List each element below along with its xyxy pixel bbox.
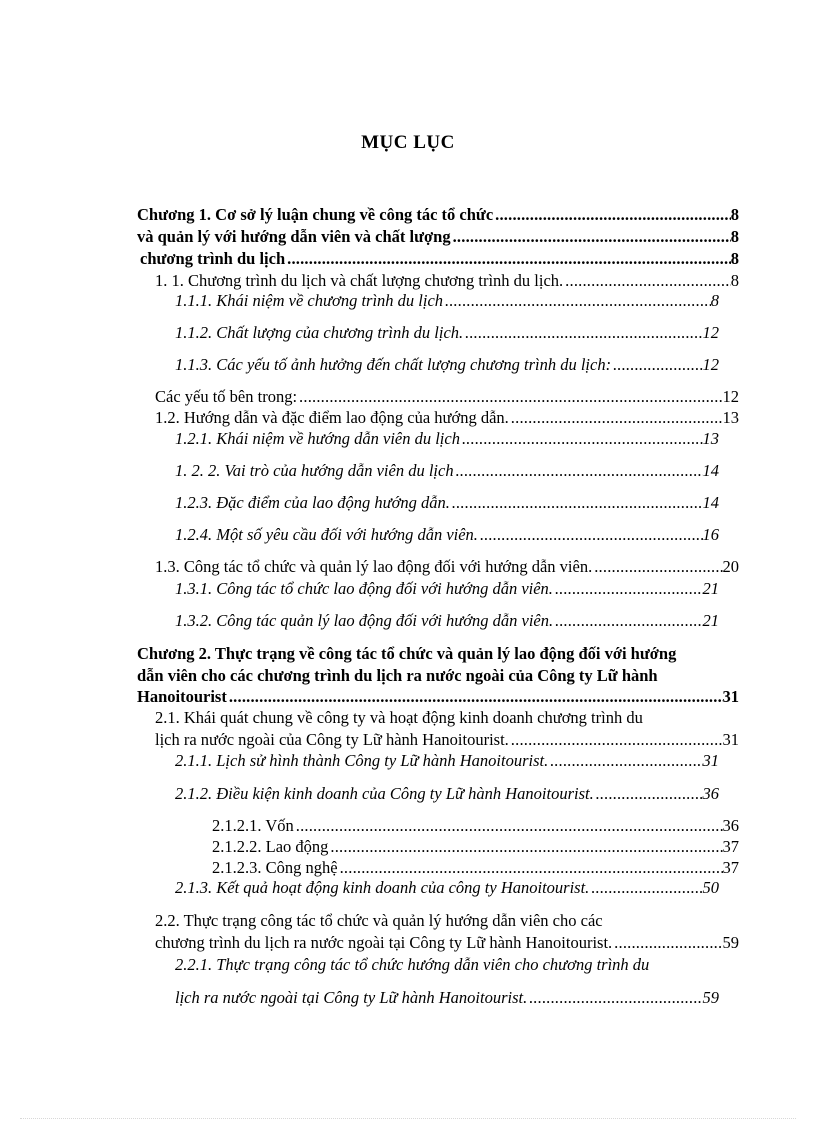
toc-entry-page: 31 [702, 751, 719, 770]
toc-entry[interactable] [155, 932, 739, 954]
toc-leader [553, 578, 703, 600]
toc-entry-text: 1. 2. 2. Vai trò của hướng dẫn viên du lịch [175, 461, 454, 480]
toc-entry-text: 1.1.1. Khái niệm về chương trình du lịch [175, 291, 444, 310]
toc-entry-text: 1.3.2. Công tác quản lý lao động đối với hướng dẫn viên. [175, 611, 554, 630]
toc-entry-page: 13 [722, 408, 739, 427]
toc-entry-text: 2.1.1. Lịch sử hình thành Công ty Lữ hành Hanoitourist. [175, 751, 549, 770]
toc-leader [297, 386, 722, 408]
toc-entry-text: lịch ra nước ngoài của Công ty Lữ hành Hanoitourist. [155, 730, 509, 749]
toc-entry[interactable] [137, 686, 739, 708]
toc-leader [454, 460, 703, 482]
toc-leader [450, 492, 703, 514]
toc-leader [592, 556, 722, 578]
toc-entry-text[interactable]: Chương 2. Thực trạng về công tác tổ chức và quản lý lao động đối với hướng [137, 644, 677, 663]
toc-entry-text: Chương 1. Cơ sở lý luận chung về công tác tổ chức [137, 205, 494, 224]
toc-leader [227, 686, 723, 708]
toc-entry-page: 20 [722, 557, 739, 576]
toc-entry-text: chương trình du lịch [140, 249, 286, 268]
toc-leader [509, 729, 723, 751]
toc-entry-page: 14 [702, 461, 719, 480]
toc-entry-page: 21 [702, 579, 719, 598]
toc-entry-page: 14 [702, 493, 719, 512]
toc-entry-page: 59 [722, 933, 739, 952]
toc-entry-text[interactable]: dẫn viên cho các chương trình du lịch ra nước ngoài của Công ty Lữ hành [137, 666, 658, 685]
toc-entry-text: 2.1.2.1. Vốn [212, 816, 294, 835]
toc-entry-text: 1.2.4. Một số yêu cầu đối với hướng dẫn viên. [175, 525, 478, 544]
toc-entry-page: 12 [722, 387, 739, 406]
toc-leader [611, 354, 702, 376]
toc-entry[interactable] [137, 204, 739, 226]
toc-entry[interactable] [175, 428, 719, 450]
toc-entry[interactable] [175, 354, 719, 376]
toc-entry-text: 2.1.2.3. Công nghệ [212, 858, 338, 877]
toc-entry[interactable] [175, 578, 719, 600]
toc-entry-text: 1. 1. Chương trình du lịch và chất lượng chương trình du lịch. [155, 271, 564, 290]
toc-leader [451, 226, 731, 248]
toc-entry-page: 8 [730, 205, 739, 224]
toc-entry-page: 37 [722, 858, 739, 877]
toc-leader [338, 857, 723, 879]
toc-entry-text: 2.1.3. Kết quả hoạt động kinh doanh của công ty Hanoitourist. [175, 878, 590, 897]
toc-entry-text[interactable]: 2.2.1. Thực trạng công tác tổ chức hướng dẫn viên cho chương trình du [175, 955, 650, 974]
toc-leader [294, 815, 723, 837]
toc-leader [443, 290, 711, 312]
toc-entry-text: 1.2. Hướng dẫn và đặc điểm lao động của hướng dẫn. [155, 408, 509, 427]
toc-leader [509, 407, 723, 429]
toc-entry[interactable] [212, 815, 739, 837]
toc-entry[interactable] [155, 386, 739, 408]
toc-entry[interactable] [137, 226, 739, 248]
toc-entry-text: 1.3.1. Công tác tổ chức lao động đối với hướng dẫn viên. [175, 579, 553, 598]
toc-entry[interactable] [140, 248, 739, 270]
toc-entry-page: 12 [702, 355, 719, 374]
toc-entry-text: 2.1.2.2. Lao động [212, 837, 329, 856]
toc-entry-text: 1.2.1. Khái niệm về hướng dẫn viên du lịch [175, 429, 460, 448]
toc-entry[interactable] [175, 492, 719, 514]
toc-leader [548, 750, 702, 772]
toc-entry[interactable] [155, 729, 739, 751]
toc-entry-page: 13 [702, 429, 719, 448]
toc-entry-page: 21 [702, 611, 719, 630]
toc-entry[interactable] [175, 750, 719, 772]
toc-leader [478, 524, 703, 546]
toc-entry-text: 1.1.2. Chất lượng của chương trình du lịch. [175, 323, 464, 342]
toc-entry-text: và quản lý với hướng dẫn viên và chất lượng [137, 227, 451, 246]
toc-entry-page: 37 [722, 837, 739, 856]
toc-entry-text[interactable]: 2.1. Khái quát chung về công ty và hoạt động kinh doanh chương trình du [155, 708, 643, 727]
toc-entry-page: 31 [722, 687, 739, 706]
toc-leader [589, 877, 702, 899]
toc-entry[interactable] [175, 987, 719, 1009]
toc-entry-text: Hanoitourist [137, 687, 227, 706]
toc-entry[interactable] [175, 460, 719, 482]
toc-leader [594, 783, 703, 805]
toc-entry[interactable] [155, 270, 739, 292]
toc-leader [328, 836, 722, 858]
toc-leader [463, 322, 702, 344]
toc-leader [493, 204, 731, 226]
page-title: MỤC LỤC [361, 132, 455, 153]
toc-entry-page: 36 [722, 816, 739, 835]
toc-leader [460, 428, 703, 450]
toc-entry-text: 1.1.3. Các yếu tố ảnh hưởng đến chất lượng chương trình du lịch: [175, 355, 612, 374]
toc-entry-text: chương trình du lịch ra nước ngoài tại Công ty Lữ hành Hanoitourist. [155, 933, 613, 952]
toc-entry[interactable] [175, 290, 719, 312]
toc-leader [563, 270, 731, 292]
toc-leader [612, 932, 722, 954]
toc-entry-page: 8 [730, 271, 739, 290]
page-bottom-rule [20, 1118, 796, 1119]
toc-entry-text: lịch ra nước ngoài tại Công ty Lữ hành Hanoitourist. [175, 988, 528, 1007]
toc-entry-text: 2.1.2. Điều kiện kinh doanh của Công ty Lữ hành Hanoitourist. [175, 784, 594, 803]
toc-leader [285, 248, 731, 270]
toc-entry[interactable] [212, 836, 739, 858]
toc-entry-page: 31 [722, 730, 739, 749]
toc-entry-page: 16 [702, 525, 719, 544]
toc-entry-text: Các yếu tố bên trong: [155, 387, 298, 406]
toc-entry[interactable] [175, 783, 719, 805]
toc-leader [527, 987, 702, 1009]
toc-entry[interactable] [212, 857, 739, 879]
toc-entry[interactable] [175, 524, 719, 546]
toc-entry-text[interactable]: 2.2. Thực trạng công tác tổ chức và quản lý hướng dẫn viên cho các [155, 911, 603, 930]
toc-entry-page: 8 [730, 227, 739, 246]
toc-entry-text: 1.3. Công tác tổ chức và quản lý lao động đối với hướng dẫn viên. [155, 557, 593, 576]
toc-entry-page: 8 [710, 291, 719, 310]
toc-entry-page: 50 [702, 878, 719, 897]
toc-entry-page: 12 [702, 323, 719, 342]
toc-entry-page: 59 [702, 988, 719, 1007]
toc-entry-page: 8 [730, 249, 739, 268]
toc-entry[interactable] [175, 877, 719, 899]
toc-entry-text: 1.2.3. Đặc điểm của lao động hướng dẫn. [175, 493, 450, 512]
toc-leader [553, 610, 702, 632]
toc-entry-page: 36 [702, 784, 719, 803]
toc-entry[interactable] [155, 407, 739, 429]
toc-entry[interactable] [175, 610, 719, 632]
toc-entry[interactable] [175, 322, 719, 344]
toc-entry[interactable] [155, 556, 739, 578]
